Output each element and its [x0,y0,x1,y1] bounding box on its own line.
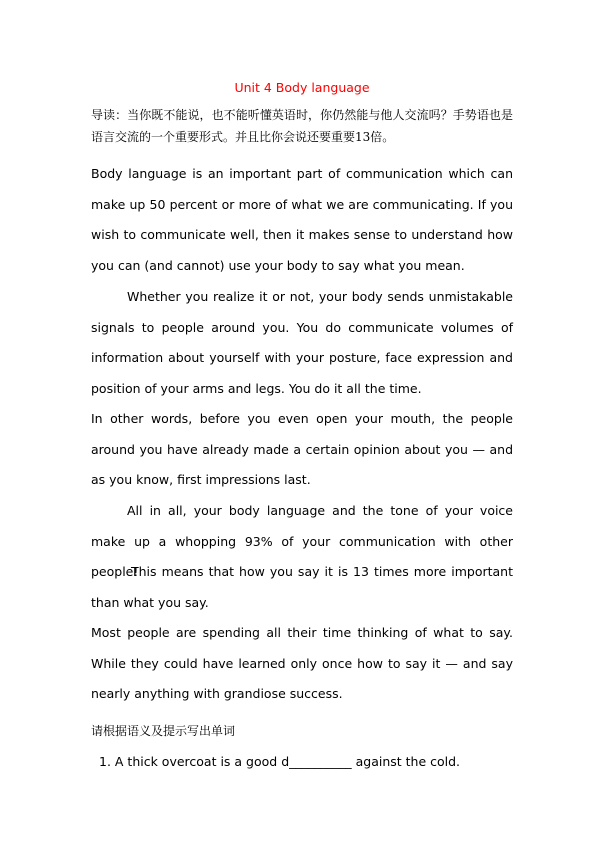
exercise-instruction: 请根据语义及提示写出单词 [91,724,236,738]
paragraph-3: In other words, before you even open your mouth, the people around you have already made a certain opinion about you — and as you know, first impressions last. [91,411,513,487]
document-title: Unit 4 Body language [234,80,370,95]
intro-text: 导读：当你既不能说，也不能听懂英语时，你仍然能与他人交流吗？手势语也是语言交流的一个重要形式。并且比你会说还要重要13倍。 [91,108,513,144]
paragraph-2: Whether you realize it or not, your body sends unmistakable signals to people around you. You do communicate volumes of information about yourself with your posture, face expression and position of your arms and legs. You do it all the time. [91,289,513,396]
paragraph-6: Most people are spending all their time thinking of what to say. While they could have learned only once how to say it — and say nearly anything with grandiose success. [91,625,513,701]
exercise-question-1: 1. A thick overcoat is a good d__________ against the cold. [99,754,461,769]
paragraph-5: This means that how you say it is 13 times more important than what you say. [91,564,513,610]
paragraph-4: All in all, your body language and the tone of your voice make up a whopping 93% of your communication with other people! [91,503,513,579]
paragraph-1: Body language is an important part of communication which can make up 50 percent or more of what we are communicating. If you wish to communicate well, then it makes sense to understand how you can (and cannot) use your body to say what you mean. [91,166,513,273]
